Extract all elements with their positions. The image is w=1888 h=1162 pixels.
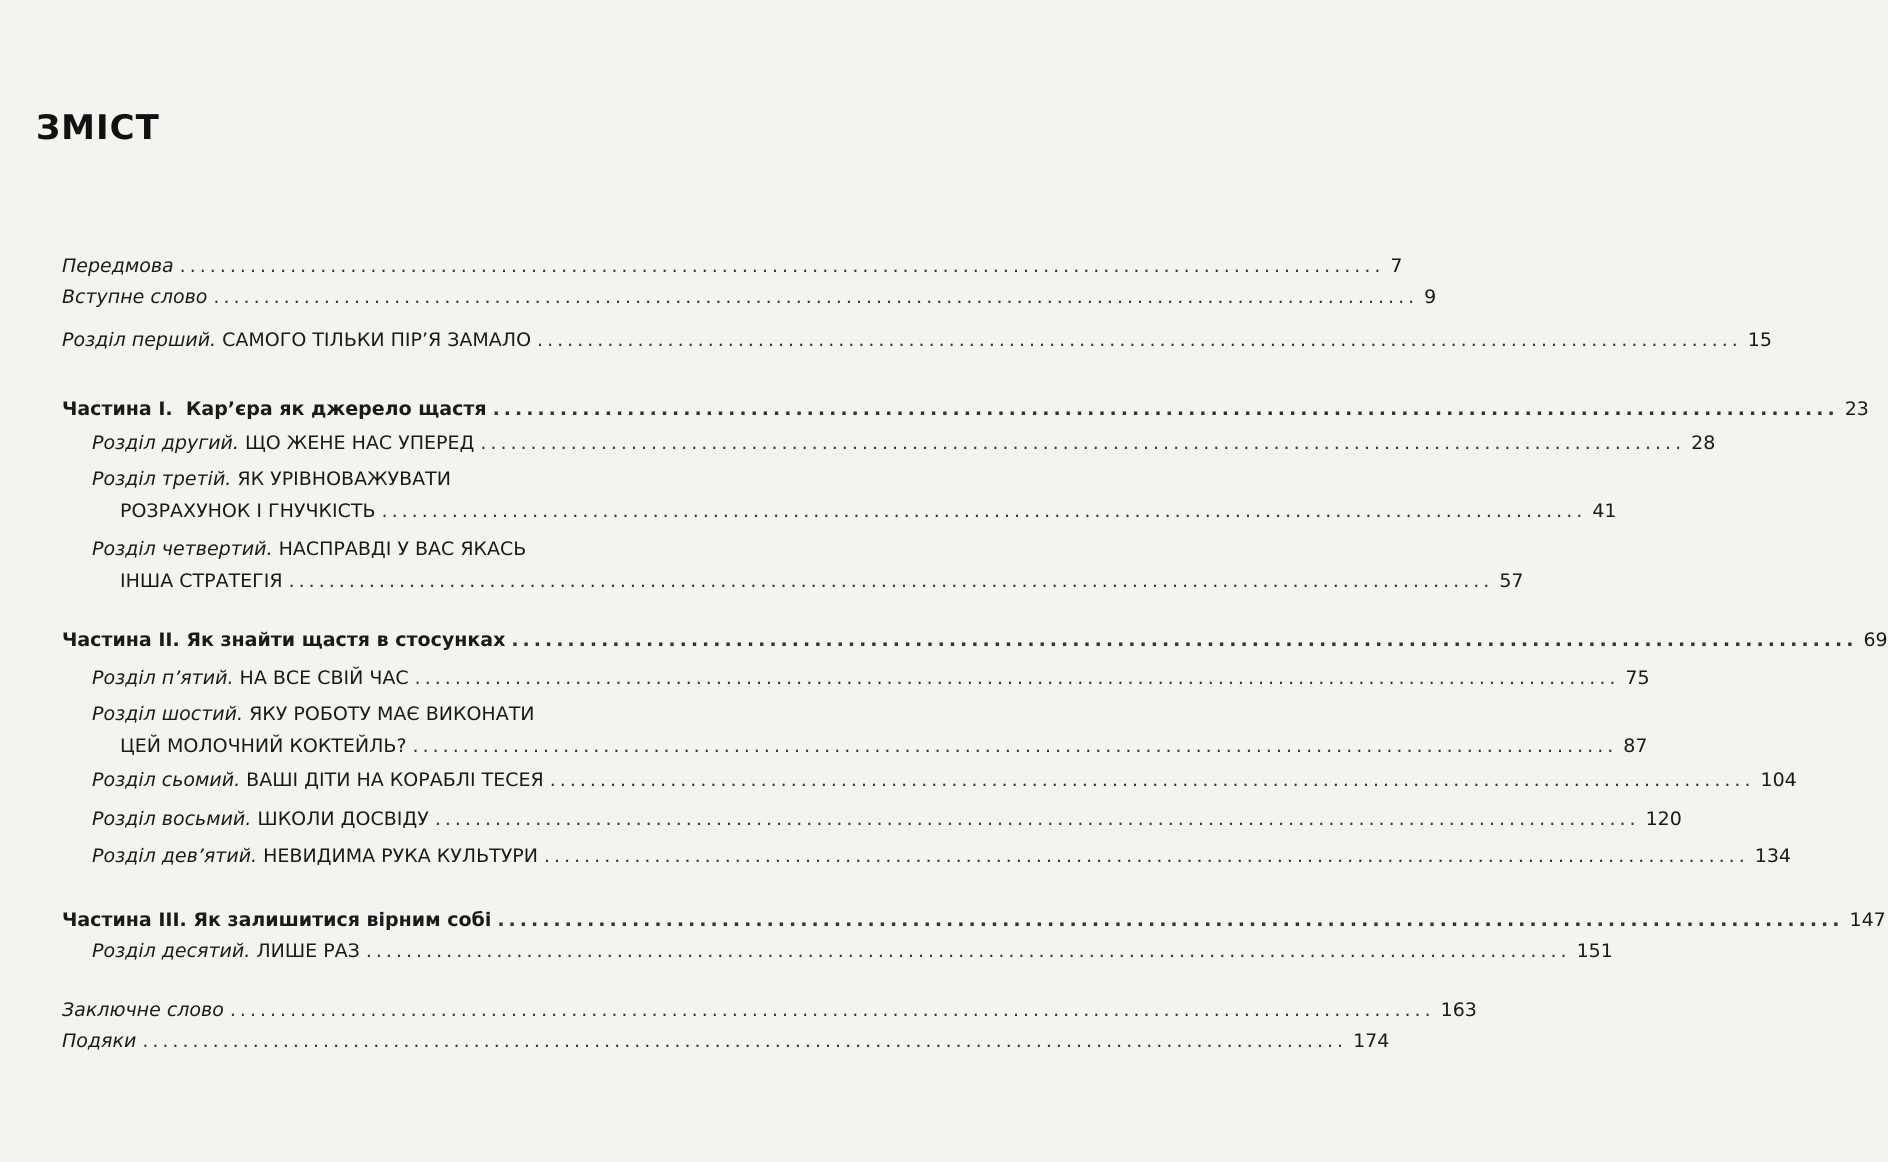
page-number: 7 bbox=[1390, 255, 1403, 277]
toc-entry-title: Передмова bbox=[62, 255, 174, 277]
chapter-title: САМОГО ТІЛЬКИ ПІР’Я ЗАМАЛО bbox=[222, 329, 532, 351]
leader-dots: ........................................................................................................................ bbox=[142, 1030, 1348, 1052]
chapter-label: Розділ сьомий. bbox=[92, 769, 241, 791]
page-number: 104 bbox=[1760, 769, 1797, 791]
page-number: 23 bbox=[1844, 398, 1869, 420]
chapter-title: НАСПРАВДІ У ВАС ЯКАСЬ bbox=[278, 538, 527, 560]
chapter-label: Розділ дев’ятий. bbox=[92, 845, 258, 867]
leader-dots: ........................................................................................................................ bbox=[497, 909, 1844, 931]
chapter-label: Розділ восьмий. bbox=[92, 808, 252, 830]
leader-dots: ........................................................................................................................ bbox=[414, 667, 1620, 689]
chapter-title: ЩО ЖЕНЕ НАС УПЕРЕД bbox=[245, 432, 475, 454]
leader-dots: ........................................................................................................................ bbox=[543, 845, 1749, 867]
part-label: Частина ІІ. bbox=[62, 629, 180, 651]
page-number: 87 bbox=[1623, 735, 1648, 757]
leader-dots: ........................................................................................................................ bbox=[412, 735, 1618, 757]
leader-dots: ........................................................................................................................ bbox=[492, 398, 1839, 420]
chapter-label: Розділ перший. bbox=[62, 329, 217, 351]
part-title: Як знайти щастя в стосунках bbox=[186, 629, 506, 651]
chapter-title: ШКОЛИ ДОСВІДУ bbox=[257, 808, 429, 830]
chapter-label: Розділ третій. bbox=[92, 468, 232, 490]
chapter-title: ЯКУ РОБОТУ МАЄ ВИКОНАТИ bbox=[249, 703, 535, 725]
leader-dots: ........................................................................................................................ bbox=[381, 500, 1587, 522]
page-number: 75 bbox=[1625, 667, 1650, 689]
chapter-title-continued: ЦЕЙ МОЛОЧНИЙ КОКТЕЙЛЬ? bbox=[120, 735, 407, 757]
leader-dots: ........................................................................................................................ bbox=[511, 629, 1858, 651]
page-number: 151 bbox=[1576, 940, 1613, 962]
chapter-label: Розділ шостий. bbox=[92, 703, 244, 725]
leader-dots: ........................................................................................................................ bbox=[365, 940, 1571, 962]
chapter-title: ЛИШЕ РАЗ bbox=[256, 940, 360, 962]
page-title: ЗМІСТ bbox=[36, 108, 160, 148]
chapter-title: ВАШІ ДІТИ НА КОРАБЛІ ТЕСЕЯ bbox=[246, 769, 544, 791]
leader-dots: ........................................................................................................................ bbox=[229, 999, 1435, 1021]
page-number: 163 bbox=[1440, 999, 1477, 1021]
page-number: 15 bbox=[1747, 329, 1772, 351]
leader-dots: ........................................................................................................................ bbox=[549, 769, 1755, 791]
page-number: 41 bbox=[1592, 500, 1617, 522]
part-label: Частина ІІІ. bbox=[62, 909, 187, 931]
chapter-title: НЕВИДИМА РУКА КУЛЬТУРИ bbox=[263, 845, 538, 867]
page-number: 69 bbox=[1863, 629, 1888, 651]
page-number: 147 bbox=[1849, 909, 1886, 931]
page-number: 120 bbox=[1645, 808, 1682, 830]
leader-dots: ........................................................................................................................ bbox=[213, 286, 1419, 308]
chapter-label: Розділ п’ятий. bbox=[92, 667, 234, 689]
part-title: Кар’єра як джерело щастя bbox=[185, 398, 487, 420]
page-number: 134 bbox=[1754, 845, 1791, 867]
toc-entry-title: Подяки bbox=[62, 1030, 137, 1052]
part-title: Як залишитися вірним собі bbox=[193, 909, 492, 931]
chapter-label: Розділ четвертий. bbox=[92, 538, 273, 560]
chapter-label: Розділ другий. bbox=[92, 432, 239, 454]
part-label: Частина І. bbox=[62, 398, 173, 420]
page-number: 174 bbox=[1353, 1030, 1390, 1052]
chapter-label: Розділ десятий. bbox=[92, 940, 251, 962]
chapter-title: НА ВСЕ СВІЙ ЧАС bbox=[239, 667, 409, 689]
toc-entry-title: Заключне слово bbox=[62, 999, 224, 1021]
leader-dots: ........................................................................................................................ bbox=[288, 570, 1494, 592]
page-number: 28 bbox=[1691, 432, 1716, 454]
leader-dots: ........................................................................................................................ bbox=[434, 808, 1640, 830]
page-number: 57 bbox=[1499, 570, 1524, 592]
page-number: 9 bbox=[1424, 286, 1437, 308]
leader-dots: ........................................................................................................................ bbox=[537, 329, 1742, 351]
toc-entry-title: Вступне слово bbox=[62, 286, 208, 308]
chapter-title: ЯК УРІВНОВАЖУВАТИ bbox=[237, 468, 451, 490]
leader-dots: ........................................................................................................................ bbox=[179, 255, 1385, 277]
chapter-title-continued: ІНША СТРАТЕГІЯ bbox=[120, 570, 283, 592]
chapter-title-continued: РОЗРАХУНОК І ГНУЧКІСТЬ bbox=[120, 500, 376, 522]
leader-dots: ........................................................................................................................ bbox=[480, 432, 1686, 454]
